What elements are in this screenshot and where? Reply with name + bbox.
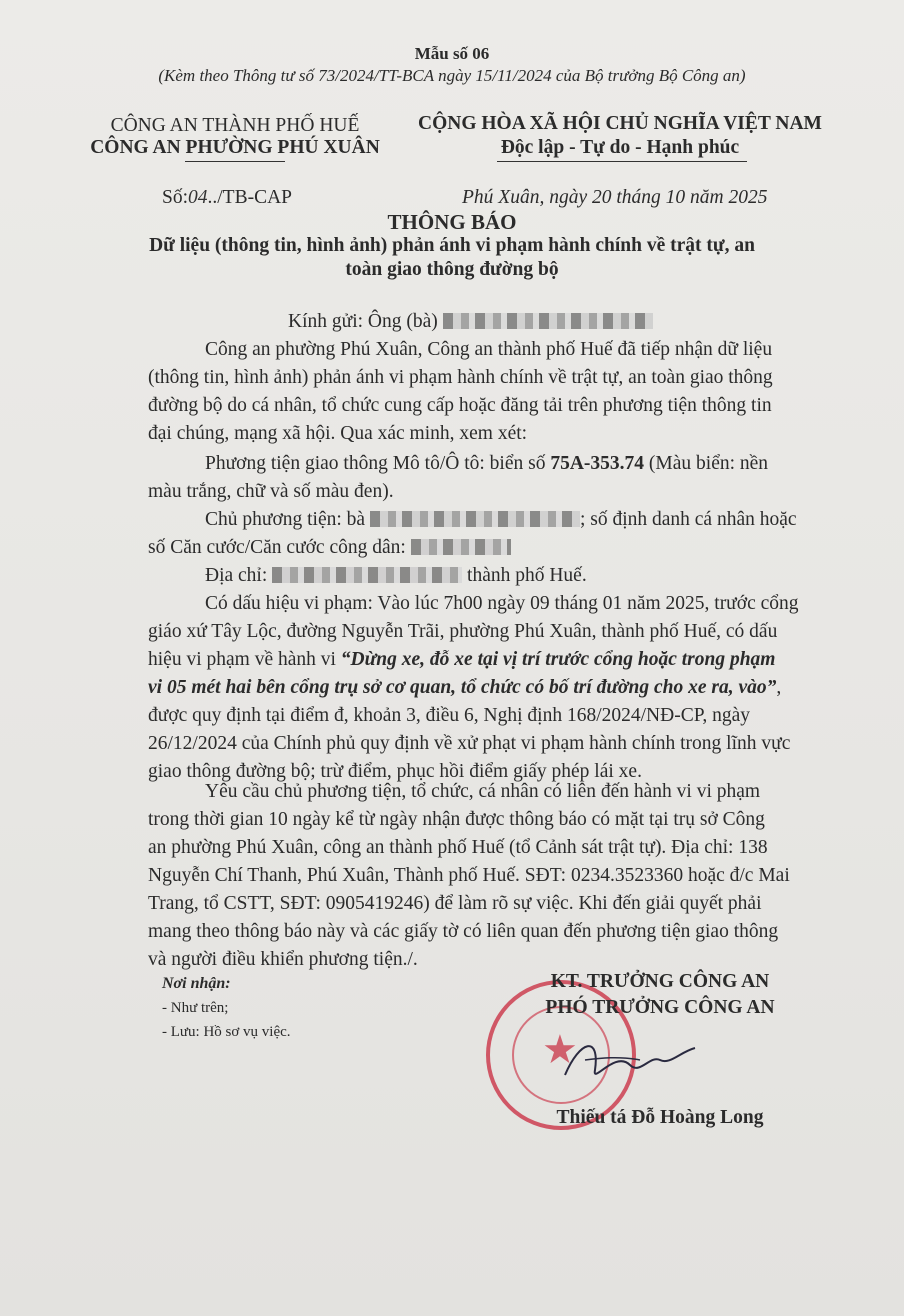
doc-no-handwritten: 04	[188, 187, 208, 208]
notice-subtitle-1: Dữ liệu (thông tin, hình ảnh) phản ánh vi phạm hành chính về trật tự, an	[149, 235, 755, 256]
redacted-address	[272, 567, 462, 583]
agency-parent: CÔNG AN THÀNH PHỐ HUẾ	[110, 115, 360, 136]
para1-line2: (thông tin, hình ảnh) phản ánh vi phạm hành chính về trật tự, an toàn giao thông	[148, 367, 773, 388]
request-line7: và người điều khiển phương tiện./.	[148, 949, 418, 970]
violation-line4	[148, 676, 781, 700]
redacted-id	[411, 539, 511, 555]
para1-line1: Công an phường Phú Xuân, Công an thành phố Huế đã tiếp nhận dữ liệu	[205, 339, 773, 360]
request-line6: mang theo thông báo này và các giấy tờ có liên quan đến phương tiện giao thông	[148, 921, 779, 942]
form-number: Mẫu số 06	[414, 44, 490, 63]
country-name: CỘNG HÒA XÃ HỘI CHỦ NGHĨA VIỆT NAM	[418, 113, 822, 134]
owner-line	[205, 508, 797, 532]
motto: Độc lập - Tự do - Hạnh phúc	[500, 137, 740, 158]
id-line	[148, 536, 511, 560]
signer-title-2: PHÓ TRƯỞNG CÔNG AN	[545, 997, 775, 1018]
violation-label: hiệu vi phạm về hành vi	[148, 649, 341, 670]
agency-name: CÔNG AN PHƯỜNG PHÚ XUÂN	[90, 137, 380, 158]
vehicle-label: Phương tiện giao thông Mô tô/Ô tô: biển số	[205, 453, 551, 474]
vehicle-line2: màu trắng, chữ và số màu đen).	[148, 481, 394, 502]
motto-underline	[497, 161, 747, 162]
seal-star-icon: ★	[542, 1027, 578, 1073]
vehicle-line1	[205, 452, 768, 476]
address-line	[205, 564, 587, 588]
doc-no-label: Số:	[162, 187, 189, 208]
owner-label: Chủ phương tiện: bà	[205, 509, 366, 530]
doc-no-suffix: ../TB-CAP	[207, 187, 293, 208]
request-line4: Nguyễn Chí Thanh, Phú Xuân, Thành phố Huế. SĐT: 0234.3523360 hoặc đ/c Mai	[148, 865, 790, 886]
violation-line5: được quy định tại điểm đ, khoản 3, điều 6, Nghị định 168/2024/NĐ-CP, ngày	[148, 705, 751, 726]
addressee-label: Kính gửi: Ông (bà)	[288, 311, 438, 332]
violation-line1: Có dấu hiệu vi phạm: Vào lúc 7h00 ngày 09 tháng 01 năm 2025, trước cổng	[205, 593, 799, 614]
plate-color-label: (Màu biển: nền	[644, 453, 769, 474]
document-number	[162, 186, 292, 210]
redacted-owner	[370, 511, 580, 527]
notice-heading: THÔNG BÁO	[387, 210, 517, 234]
request-line5: Trang, tổ CSTT, SĐT: 0905419246) để làm rõ sự việc. Khi đến giải quyết phải	[148, 893, 762, 914]
signer-name: Thiếu tá Đỗ Hoàng Long	[556, 1107, 764, 1128]
notice-subtitle-2: toàn giao thông đường bộ	[345, 259, 559, 280]
para1-line4: đại chúng, mạng xã hội. Qua xác minh, xem xét:	[148, 423, 528, 444]
address-label: Địa chỉ:	[205, 565, 268, 586]
plate-number: 75A-353.74	[550, 453, 645, 474]
addressee	[288, 310, 653, 334]
para1-line3: đường bộ do cá nhân, tổ chức cung cấp hoặc đăng tải trên phương tiện thông tin	[148, 395, 772, 416]
id-label: số Căn cước/Căn cước công dân:	[148, 537, 406, 558]
violation-line2: giáo xứ Tây Lộc, đường Nguyễn Trãi, phường Phú Xuân, thành phố Huế, có dấu	[148, 621, 778, 642]
place-date: Phú Xuân, ngày 20 tháng 10 năm 2025	[462, 187, 768, 208]
request-line3: an phường Phú Xuân, công an thành phố Huế (tổ Cảnh sát trật tự). Địa chỉ: 138	[148, 837, 768, 858]
address-city: thành phố Huế.	[467, 565, 587, 586]
signer-title-1: KT. TRƯỞNG CÔNG AN	[550, 971, 770, 992]
violation-quote-1: “Dừng xe, đỗ xe tại vị trí trước cổng hoặc trong phạm	[340, 649, 776, 670]
violation-comma: ,	[776, 677, 782, 698]
form-reference: (Kèm theo Thông tư số 73/2024/TT-BCA ngày 15/11/2024 của Bộ trưởng Bộ Công an)	[158, 66, 746, 85]
violation-quote-2: vi 05 mét hai bên cổng trụ sở cơ quan, tổ chức có bố trí đường cho xe ra, vào”	[148, 677, 777, 698]
request-line1: Yêu cầu chủ phương tiện, tổ chức, cá nhân có liên đến hành vi vi phạm	[205, 781, 761, 802]
violation-line3	[148, 648, 775, 672]
violation-line6: 26/12/2024 của Chính phủ quy định về xử phạt vi phạm hành chính trong lĩnh vực	[148, 733, 791, 754]
redacted-name	[443, 313, 653, 329]
violation-line7: giao thông đường bộ; trừ điểm, phục hồi điểm giấy phép lái xe.	[148, 761, 642, 782]
handwritten-signature-icon	[560, 1030, 700, 1090]
recipients-label: Nơi nhận:	[162, 975, 231, 992]
owner-id-label: ; số định danh cá nhân hoặc	[579, 509, 797, 530]
request-line2: trong thời gian 10 ngày kể từ ngày nhận được thông báo có mặt tại trụ sở Công	[148, 809, 765, 830]
recipient-item-1: - Như trên;	[162, 1000, 229, 1016]
recipient-item-2: - Lưu: Hồ sơ vụ việc.	[162, 1024, 291, 1040]
agency-underline	[185, 161, 285, 162]
